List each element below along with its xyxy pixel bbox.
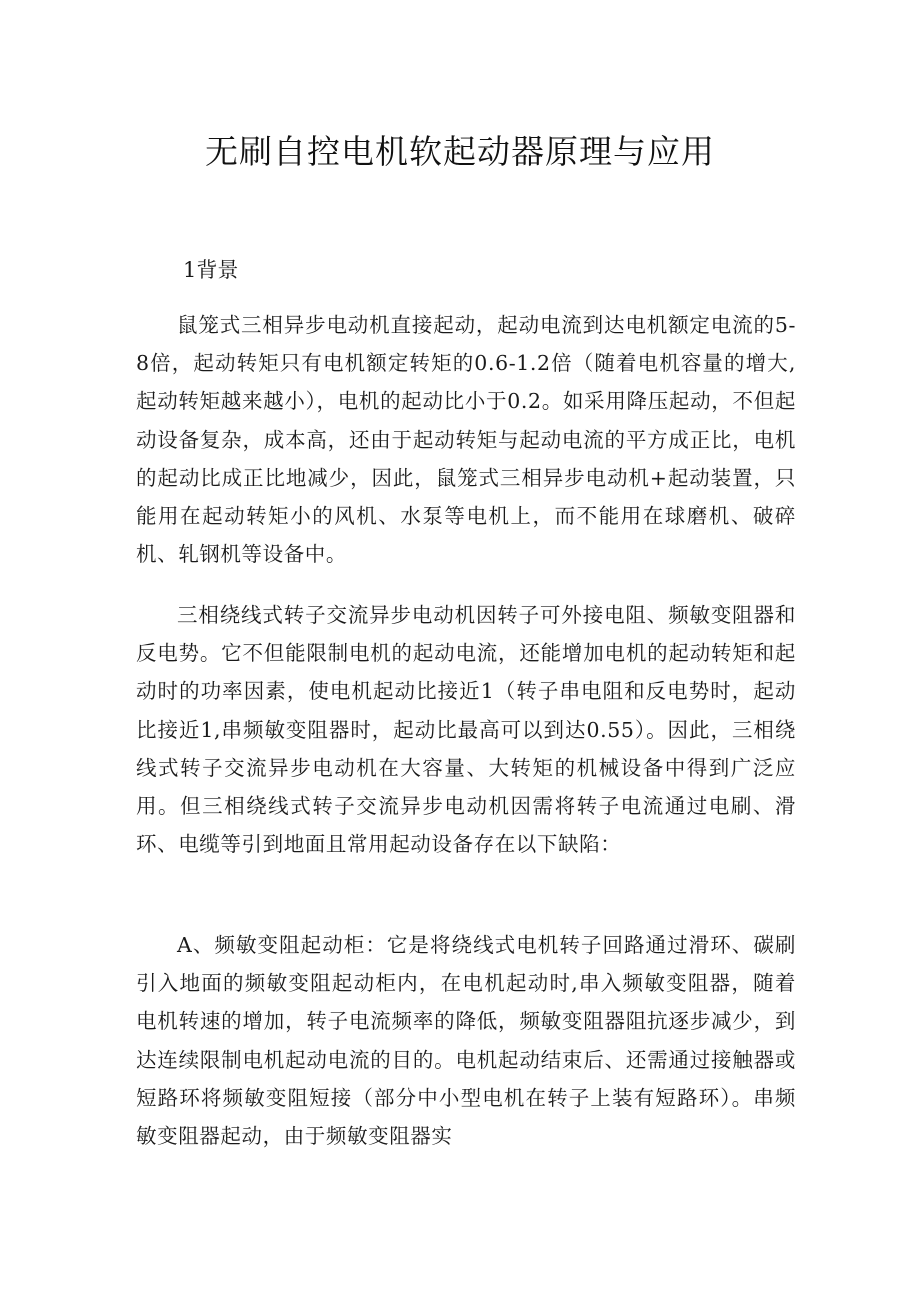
document-title: 无刷自控电机软起动器原理与应用 — [205, 132, 715, 171]
paragraph-3: A、频敏变阻起动柜：它是将绕线式电机转子回路通过滑环、碳刷引入地面的频敏变阻起动柜内，在电机起动时,串入频敏变阻器，随着电机转速的增加，转子电流频率的降低，频敏变阻器阻抗逐步减少，到达连续限制电机起动电流的目的。电机起动结束后、还需通过接触器或短路环将频敏变阻短接（部分中小型电机在转子上装有短路环）。串频敏变阻器起动，由于频敏变阻器实 — [136, 933, 796, 1149]
paragraph-1: 鼠笼式三相异步电动机直接起动，起动电流到达电机额定电流的5-8倍，起动转矩只有电机额定转矩的0.6-1.2倍（随着电机容量的增大,起动转矩越来越小），电机的起动比小于0.2。如采用降压起动，不但起动设备复杂，成本高，还由于起动转矩与起动电流的平方成正比，电机的起动比成正比地减少，因此，鼠笼式三相异步电动机+起动装置，只能用在起动转矩小的风机、水泵等电机上，而不能用在球磨机、破碎机、轧钢机等设备中。 — [136, 313, 796, 567]
paragraph-2: 三相绕线式转子交流异步电动机因转子可外接电阻、频敏变阻器和反电势。它不但能限制电机的起动电流，还能增加电机的起动转矩和起动时的功率因素，使电机起动比接近1（转子串电阻和反电势时，起动比接近1,串频敏变阻器时，起动比最高可以到达0.55）。因此，三相绕线式转子交流异步电动机在大容量、大转矩的机械设备中得到广泛应用。但三相绕线式转子交流异步电动机因需将转子电流通过电刷、滑环、电缆等引到地面且常用起动设备存在以下缺陷： — [136, 603, 796, 857]
section-heading: 1背景 — [183, 258, 239, 282]
